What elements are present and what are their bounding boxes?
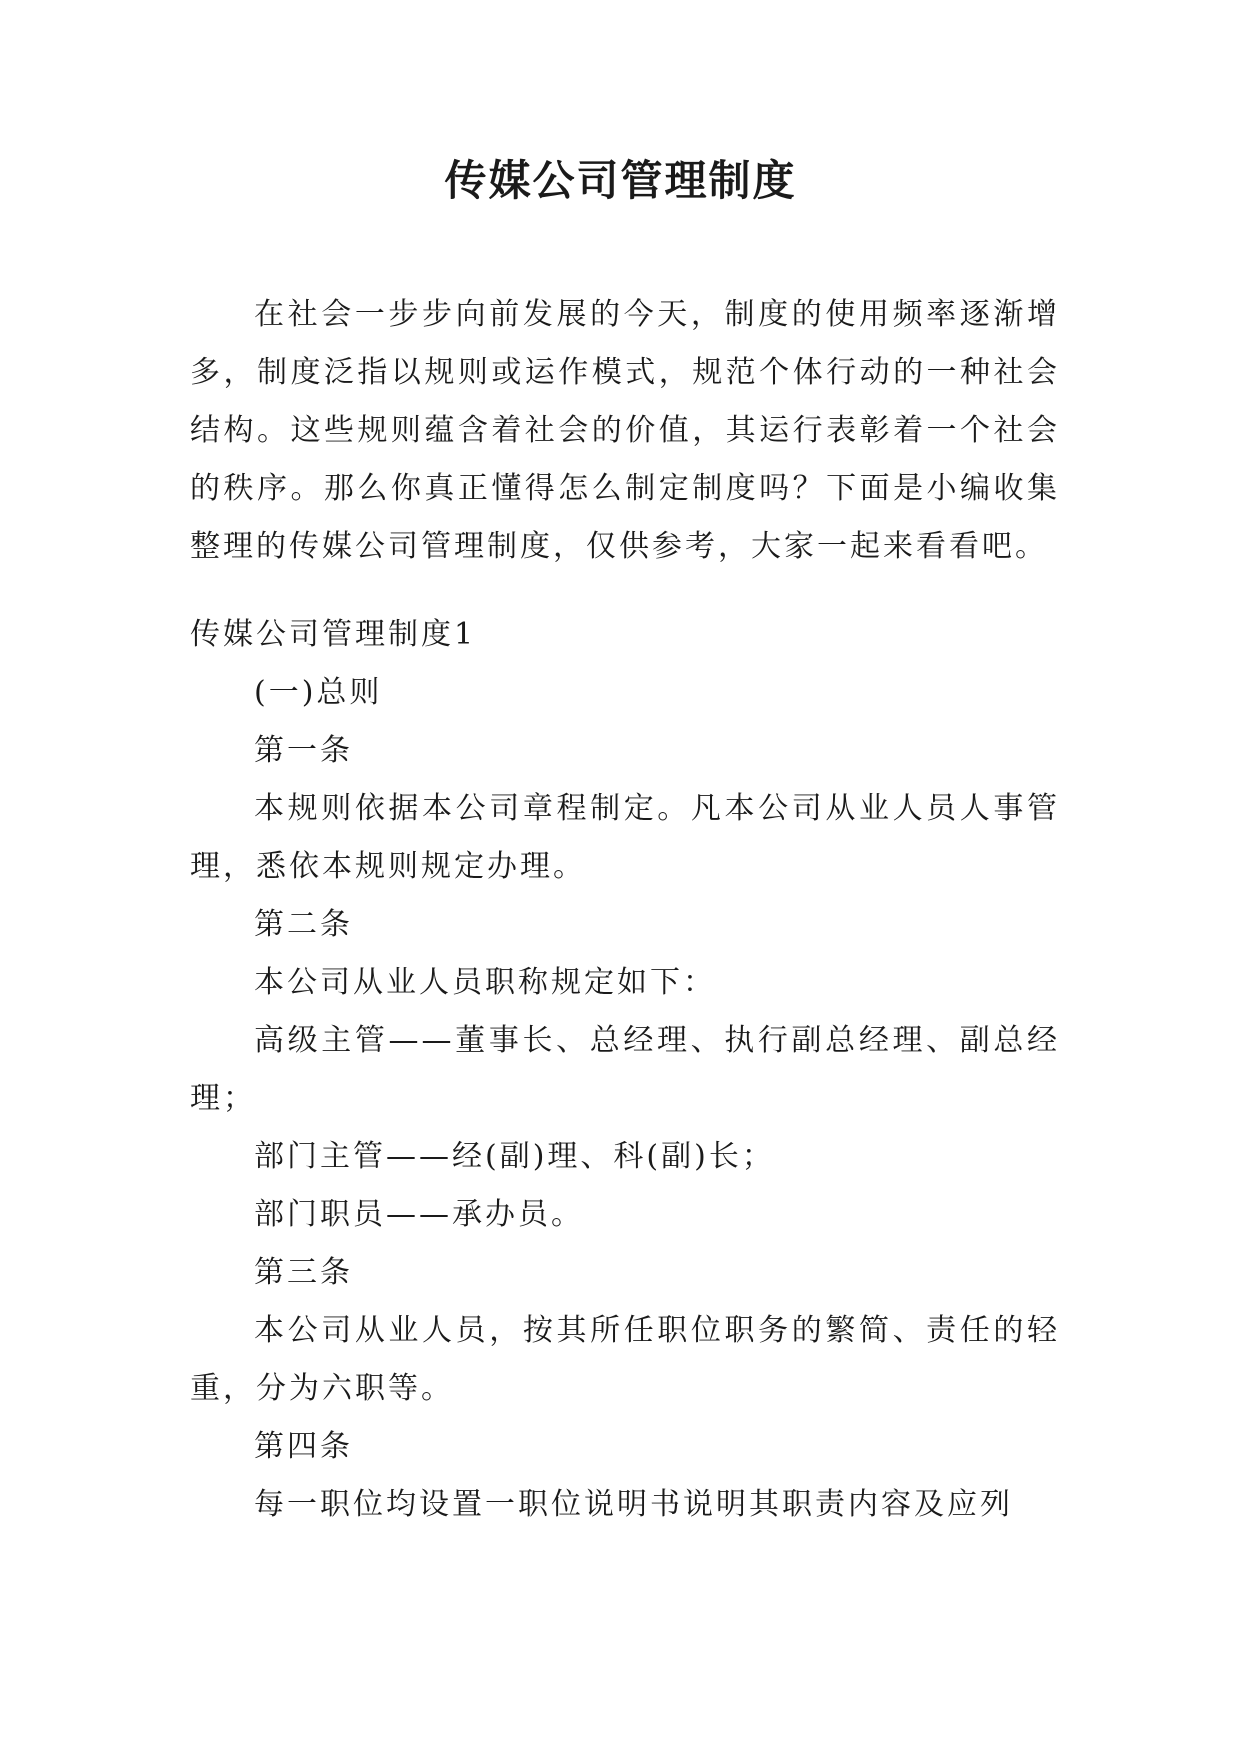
article-heading: 第三条 [254, 1255, 353, 1290]
chapter-heading: (一)总则 [254, 675, 383, 710]
article-text: 每一职位均设置一职位说明书说明其职责内容及应列 [254, 1487, 1013, 1522]
document-body [190, 286, 1060, 1534]
article-text: 高级主管——董事长、总经理、执行副总经理、副总经理； [190, 1023, 1060, 1116]
article-heading: 第一条 [254, 733, 353, 768]
spacer [190, 576, 1060, 606]
intro-paragraph: 在社会一步步向前发展的今天，制度的使用频率逐渐增多，制度泛指以规则或运作模式，规范个体行动的一种社会结构。这些规则蕴含着社会的价值，其运行表彰着一个社会的秩序。那么你真正懂得怎么制定制度吗？下面是小编收集整理的传媒公司管理制度，仅供参考，大家一起来看看吧。 [190, 297, 1060, 564]
article-text: 部门主管——经(副)理、科(副)长； [254, 1139, 775, 1174]
article-text: 本公司从业人员，按其所任职位职务的繁简、责任的轻重，分为六职等。 [190, 1313, 1060, 1406]
article-text: 部门职员——承办员。 [254, 1197, 584, 1232]
article-heading: 第四条 [254, 1429, 353, 1464]
article-heading: 第二条 [254, 907, 353, 942]
document-title: 传媒公司管理制度 [444, 156, 797, 205]
article-text: 本公司从业人员职称规定如下： [254, 965, 716, 1000]
section-heading: 传媒公司管理制度1 [190, 617, 477, 652]
article-text: 本规则依据本公司章程制定。凡本公司从业人员人事管理，悉依本规则规定办理。 [190, 791, 1060, 884]
